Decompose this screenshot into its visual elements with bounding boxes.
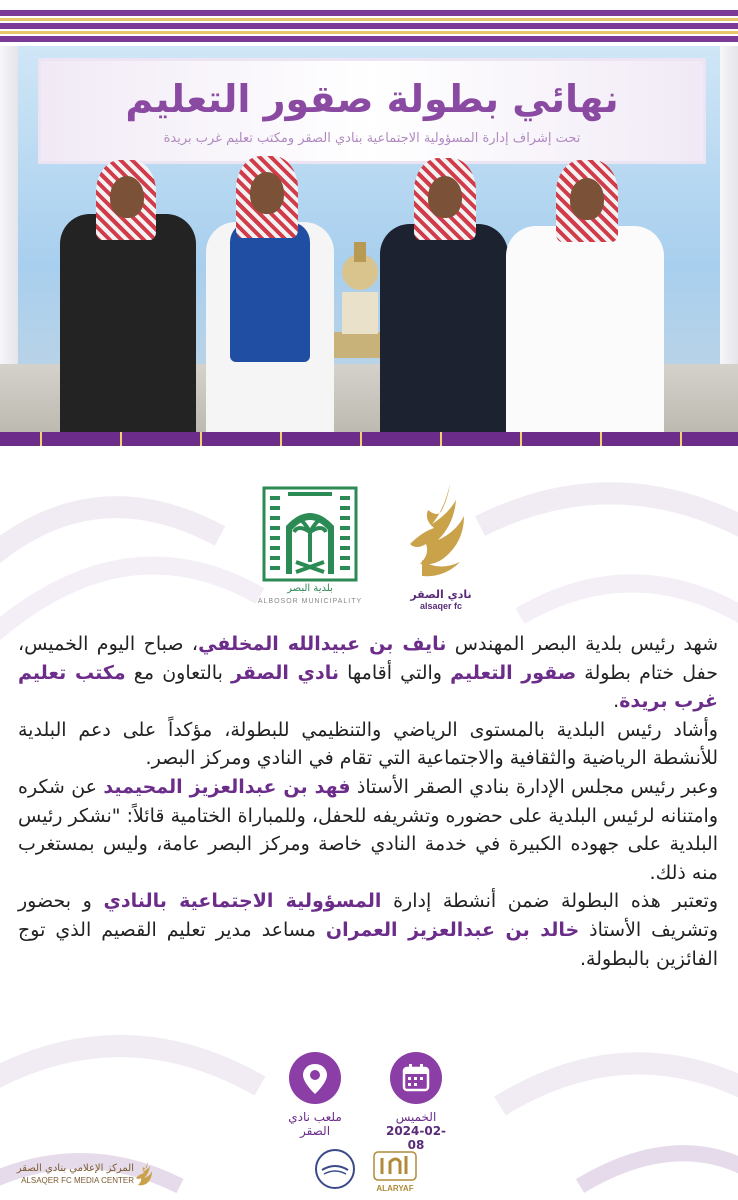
sponsor-logo-round [314, 1148, 356, 1194]
falcon-logo-icon [404, 480, 478, 584]
club-highlight: نادي الصقر [231, 661, 339, 684]
venue-line-2: الصقر [299, 1124, 331, 1138]
venue-line-1: ملعب نادي [288, 1110, 342, 1124]
falcon-small-icon [136, 1160, 154, 1188]
alaryaf-logo-icon [370, 1148, 420, 1184]
media-center-en: ALSAQER FC MEDIA CENTER [21, 1176, 134, 1185]
club-logo [404, 480, 478, 616]
municipality-name-ar: بلدية البصر [287, 583, 333, 594]
person-navy-jacket [374, 150, 514, 442]
chairman-highlight: فهد بن عبدالعزيز المحيميد [103, 775, 351, 798]
alaryaf-name: ALARYAF [376, 1184, 414, 1193]
municipality-emblem-icon [262, 486, 358, 582]
municipality-name-en: ALBOSOR MUNICIPALITY [257, 598, 363, 605]
event-day: الخميس [395, 1110, 437, 1124]
municipality-logo [257, 486, 363, 618]
paragraph-2: وأشاد رئيس البلدية بالمستوى الرياضي والتنظيمي للبطولة، مؤكداً على دعم البلدية للأنشطة الرياضية والثقافية والاجتماعية التي تقام في النادي ومركز البصر. [18, 718, 718, 770]
tournament-highlight: صقور التعليم [450, 661, 577, 684]
location-pin-icon [289, 1052, 341, 1104]
club-name-ar: نادي الصقر [410, 588, 472, 601]
event-date: 2024-02-08 [385, 1124, 447, 1152]
round-emblem-icon [314, 1148, 356, 1190]
guest-highlight: خالد بن عبدالعزيز العمران [325, 918, 580, 941]
media-center-ar: المركز الإعلامي بنادي الصقر [16, 1163, 134, 1174]
office-highlight: مكتب تعليم غرب بريدة [18, 661, 718, 713]
person-blue-vest [200, 142, 340, 442]
paragraph-1: شهد رئيس بلدية البصر المهندس نايف بن عبيدالله المخلفي، صباح اليوم الخميس، حفل ختام بطولة صقور التعليم والتي أقامها نادي الصقر بالتعاون مع مكتب تعليم غرب بريدة. [18, 633, 719, 713]
media-center-credit [6, 1160, 156, 1190]
calendar-icon [390, 1052, 442, 1104]
event-photo [0, 46, 738, 442]
logos-row [0, 470, 738, 620]
paragraph-3: وعبر رئيس مجلس الإدارة بنادي الصقر الأستاذ فهد بن عبدالعزيز المحيميد عن شكره وامتنانه لرئيس البلدية على حضوره وتشريفه للحفل، وللمباراة الختامية قائلاً: "نشكر رئيس البلدية على جهوده الكبيرة في خدمة النادي خاصة ومركز البصر عامة، وليس بمستغرب منه ذلك. [18, 775, 718, 884]
date-info [378, 1052, 454, 1152]
department-highlight: المسؤولية الاجتماعية بالنادي [103, 890, 382, 913]
club-name-en: alsaqer fc [419, 601, 463, 611]
person-right [500, 156, 670, 442]
banner-title: نهائي بطولة صقور التعليم [125, 77, 619, 121]
name-highlight: نايف بن عبيدالله المخلفي [198, 633, 447, 655]
news-article [18, 630, 718, 973]
venue-info [280, 1052, 350, 1138]
top-decorative-stripes [0, 0, 738, 46]
photo-bottom-stripe [0, 432, 738, 446]
person-left [52, 136, 202, 442]
banner-subtitle: تحت إشراف إدارة المسؤولية الاجتماعية بنادي الصقر ومكتب تعليم غرب بريدة [163, 131, 581, 146]
paragraph-4: وتعتبر هذه البطولة ضمن أنشطة إدارة المسؤولية الاجتماعية بالنادي و بحضور وتشريف الأستاذ خالد بن عبدالعزيز العمران مساعد مدير تعليم القصيم الذي توج الفائزين بالبطولة. [18, 890, 719, 970]
sponsor-logo-alaryaf [370, 1148, 420, 1196]
